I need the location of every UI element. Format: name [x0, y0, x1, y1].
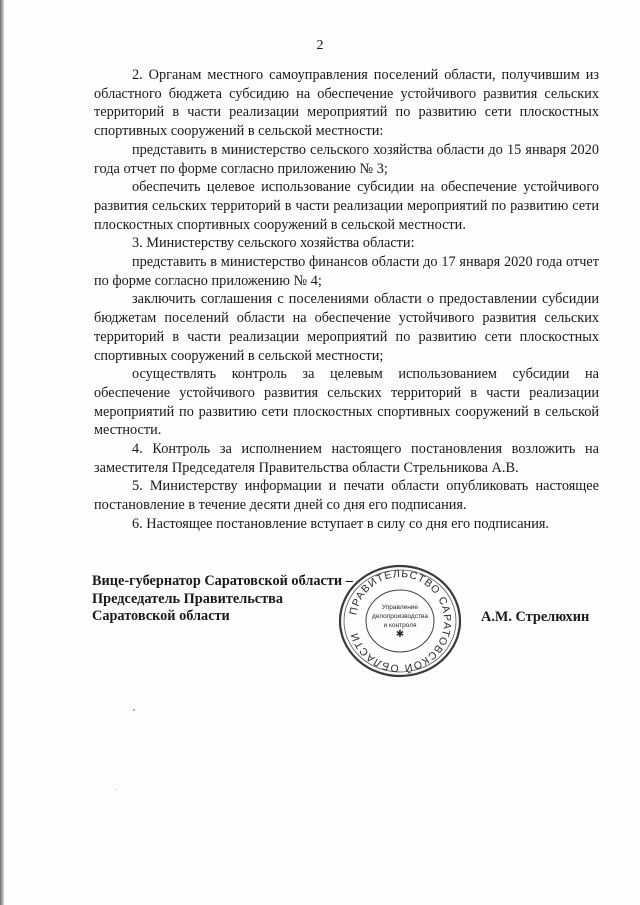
- paragraph-5: 5. Министерству информации и печати области опубликовать настоящее постановление в течение десяти дней со дня его подписания.: [94, 478, 599, 514]
- page-number: 2: [316, 38, 324, 53]
- seal-star-icon: ✱: [395, 629, 405, 640]
- paragraph-3-item-1: представить в министерство финансов области до 17 января 2020 года отчет по форме согласно приложению № 4;: [94, 254, 599, 289]
- paragraph-3-item-3: осуществлять контроль за целевым использованием субсидии на обеспечение устойчивого развития сельских территорий в части реализации мероприятий по развитию сети плоскостных спортивных сооружений в сельской местности.: [94, 366, 599, 439]
- scan-edge-shadow: [0, 0, 4, 905]
- seal-inner-line-2: делопроизводства: [372, 613, 428, 620]
- paragraph-2-item-2: обеспечить целевое использование субсидии на обеспечение устойчивого развития сельских территорий в части реализации мероприятий по развитию сети плоскостных спортивных сооружений в сельской местности.: [94, 179, 599, 233]
- seal-center: [336, 562, 464, 680]
- scan-speck: [116, 789, 117, 790]
- document-body: [94, 66, 599, 534]
- seal-inner-line-1: Управление: [381, 604, 419, 611]
- paragraph-2: 2. Органам местного самоуправления поселений области, получившим из областного бюджета субсидию на обеспечение устойчивого развития сельских территорий в части реализации мероприятий по развитию сети плоскостных спортивных сооружений в сельской местности:: [94, 67, 599, 140]
- signatory-title-line-1: Вице-губернатор Саратовской области –: [92, 573, 353, 589]
- seal-ring-text: ПРАВИТЕЛЬСТВО САРАТОВСКОЙ ОБЛАСТИ: [347, 567, 454, 675]
- paragraph-3-item-2: заключить соглашения с поселениями области о предоставлении субсидии бюджетам поселений области на обеспечение устойчивого развития сельских территорий в части реализации мероприятий по развитию сети плоскостных спортивных сооружений в сельской местности;: [94, 291, 599, 364]
- signatory-title: [92, 573, 353, 626]
- official-seal: [336, 562, 464, 680]
- signatory-title-line-3: Саратовской области: [92, 608, 230, 624]
- paragraph-6: 6. Настоящее постановление вступает в силу со дня его подписания.: [132, 515, 549, 532]
- paragraph-2-item-1: представить в министерство сельского хозяйства области до 15 января 2020 года отчет по форме согласно приложению № 3;: [94, 141, 599, 177]
- paragraph-4: 4. Контроль за исполнением настоящего постановления возложить на заместителя Председателя Правительства области Стрельникова А.В.: [94, 441, 599, 476]
- signatory-name: А.М. Стрелюхин: [481, 609, 590, 625]
- scan-speck: [133, 709, 135, 711]
- seal-inner-line-3: и контроля: [383, 622, 417, 629]
- paragraph-3: 3. Министерству сельского хозяйства области:: [132, 235, 415, 252]
- signatory-title-line-2: Председатель Правительства: [92, 590, 284, 607]
